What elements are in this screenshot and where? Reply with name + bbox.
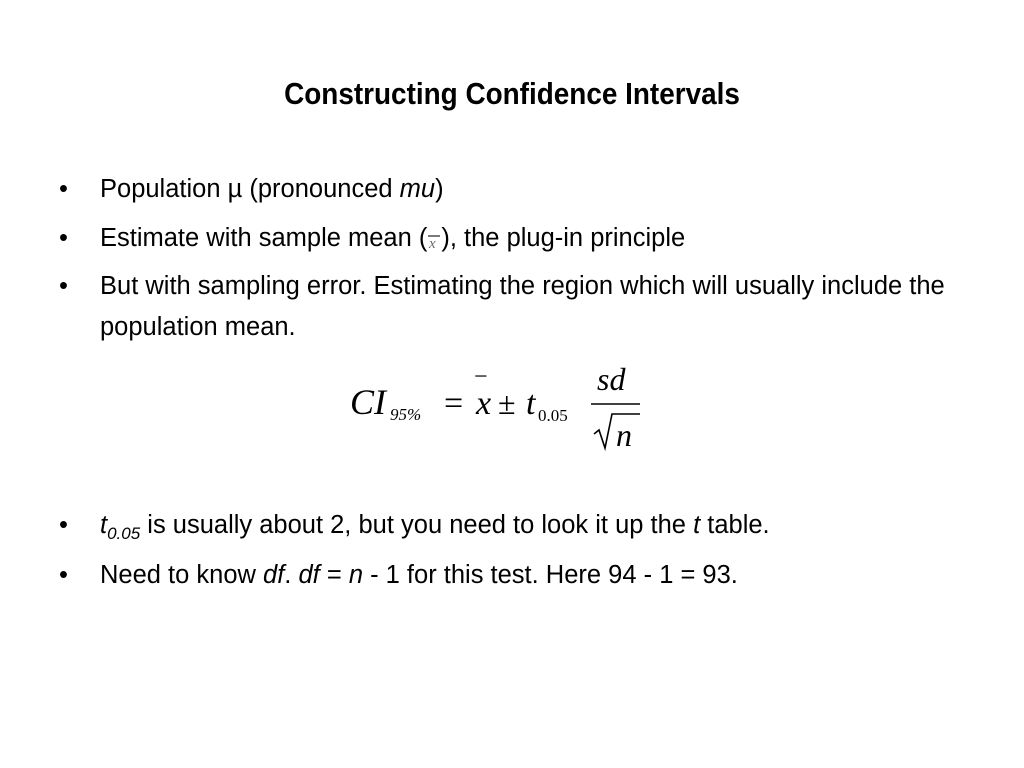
formula-ci: CI	[350, 382, 386, 422]
formula-numerator-sd: sd	[597, 362, 626, 397]
bullet-eq: =	[319, 561, 349, 589]
bullet-population-mu	[59, 169, 960, 210]
slide-title: Constructing Confidence Intervals	[284, 76, 740, 111]
confidence-interval-formula	[340, 362, 660, 462]
formula-t-subscript: 0.05	[538, 406, 568, 425]
formula-xbar-bar: −	[474, 364, 488, 390]
bullet-t: t	[100, 511, 108, 539]
formula-denominator-n: n	[616, 417, 632, 453]
bullet-text-before: Estimate with sample mean (	[100, 224, 428, 252]
bullet-t-subscript: 0.05	[107, 524, 141, 543]
bullet-marker: •	[59, 561, 68, 589]
bullet-sampling-error	[59, 266, 960, 348]
bullet-italic-mu: mu	[399, 175, 436, 203]
svg-text:x: x	[429, 236, 437, 250]
bullet-marker: •	[59, 272, 68, 300]
bullet-df2: df	[298, 561, 320, 589]
formula-t: t	[526, 385, 536, 422]
formula-equals: =	[444, 385, 464, 422]
xbar-symbol-icon	[426, 222, 442, 250]
bullet-text-pre: Need to know	[100, 561, 264, 589]
bullet-text-end: table.	[700, 511, 770, 539]
bullet-df1: df	[263, 561, 285, 589]
bullet-rest: - 1 for this test. Here 94 - 1 = 93.	[363, 561, 738, 589]
bullet-text: But with sampling error. Estimating the region which will usually include the population mean.	[100, 272, 945, 341]
bullet-t2: t	[693, 511, 701, 539]
bullet-close: )	[435, 175, 444, 203]
bullet-degrees-of-freedom	[59, 555, 960, 596]
bullet-marker: •	[59, 175, 68, 203]
bullet-t-value	[59, 505, 960, 554]
bullet-marker: •	[59, 511, 68, 539]
formula-plus-minus: ±	[498, 385, 516, 421]
formula-x: x	[476, 385, 492, 422]
bullet-sample-mean	[59, 218, 960, 259]
bullet-dot: .	[284, 561, 299, 589]
bullet-marker: •	[59, 224, 68, 252]
bullet-n: n	[348, 561, 363, 589]
formula-ci-subscript: 95%	[390, 405, 422, 424]
bullet-text-after: ), the plug-in principle	[441, 224, 686, 252]
bullet-text-mid: is usually about 2, but you need to look it up the	[140, 511, 694, 539]
bullet-text: Population µ (pronounced	[100, 175, 400, 203]
